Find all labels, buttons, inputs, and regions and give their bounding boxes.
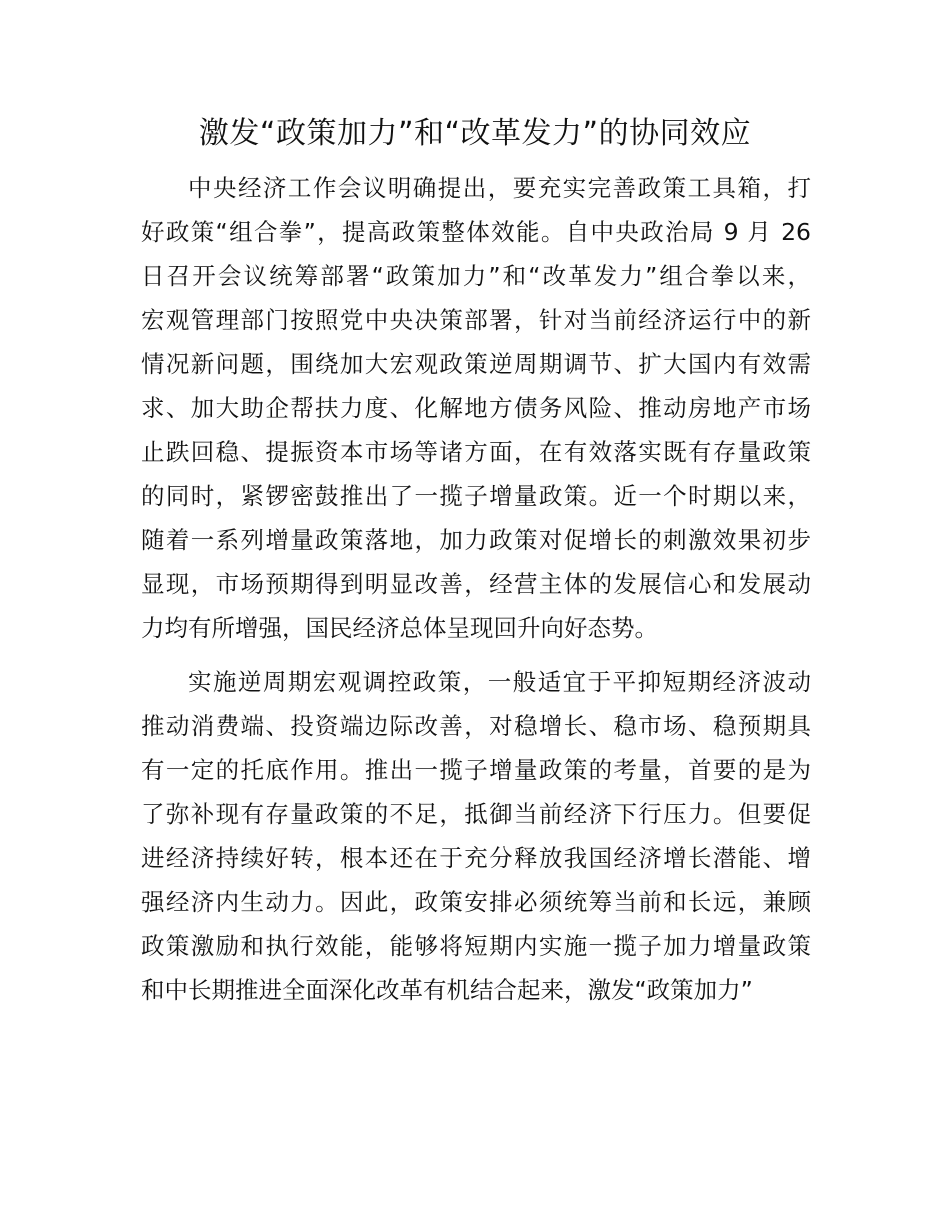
paragraph-line: 了弥补现有存量政策的不足，抵御当前经济下行压力。但要促	[141, 800, 811, 828]
paragraph-line: 宏观管理部门按照党中央决策部署，针对当前经济运行中的新	[141, 306, 811, 334]
paragraph-line: 推动消费端、投资端边际改善，对稳增长、稳市场、稳预期具	[141, 712, 811, 740]
paragraph-line: 有一定的托底作用。推出一揽子增量政策的考量，首要的是为	[141, 756, 811, 784]
paragraph-line: 政策激励和执行效能，能够将短期内实施一揽子加力增量政策	[141, 932, 811, 960]
paragraph-line: 实施逆周期宏观调控政策，一般适宜于平抑短期经济波动	[188, 668, 811, 696]
document-title: 激发“政策加力”和“改革发力”的协同效应	[198, 116, 752, 151]
paragraph-line: 力均有所增强，国民经济总体呈现回升向好态势。	[141, 614, 658, 642]
paragraph-line: 随着一系列增量政策落地，加力政策对促增长的刺激效果初步	[141, 526, 811, 554]
paragraph-line: 日召开会议统筹部署“政策加力”和“改革发力”组合拳以来，	[141, 262, 811, 290]
paragraph-line: 求、加大助企帮扶力度、化解地方债务风险、推动房地产市场	[141, 394, 811, 422]
paragraph-line: 好政策“组合拳”，提高政策整体效能。自中央政治局 9 月 26	[141, 218, 811, 246]
paragraph-line: 的同时，紧锣密鼓推出了一揽子增量政策。近一个时期以来，	[141, 482, 811, 510]
paragraph-2	[141, 660, 811, 1012]
paragraph-line: 强经济内生动力。因此，政策安排必须统筹当前和长远，兼顾	[141, 888, 811, 916]
paragraph-1	[141, 166, 811, 650]
document-body	[141, 166, 811, 1012]
paragraph-spacing	[141, 650, 811, 660]
paragraph-line: 和中长期推进全面深化改革有机结合起来，激发“政策加力”	[141, 976, 753, 1004]
paragraph-line: 显现，市场预期得到明显改善，经营主体的发展信心和发展动	[141, 570, 811, 598]
paragraph-line: 情况新问题，围绕加大宏观政策逆周期调节、扩大国内有效需	[141, 350, 811, 378]
paragraph-line: 止跌回稳、提振资本市场等诸方面，在有效落实既有存量政策	[141, 438, 811, 466]
paragraph-line: 进经济持续好转，根本还在于充分释放我国经济增长潜能、增	[141, 844, 811, 872]
paragraph-line: 中央经济工作会议明确提出，要充实完善政策工具箱，打	[188, 174, 811, 202]
